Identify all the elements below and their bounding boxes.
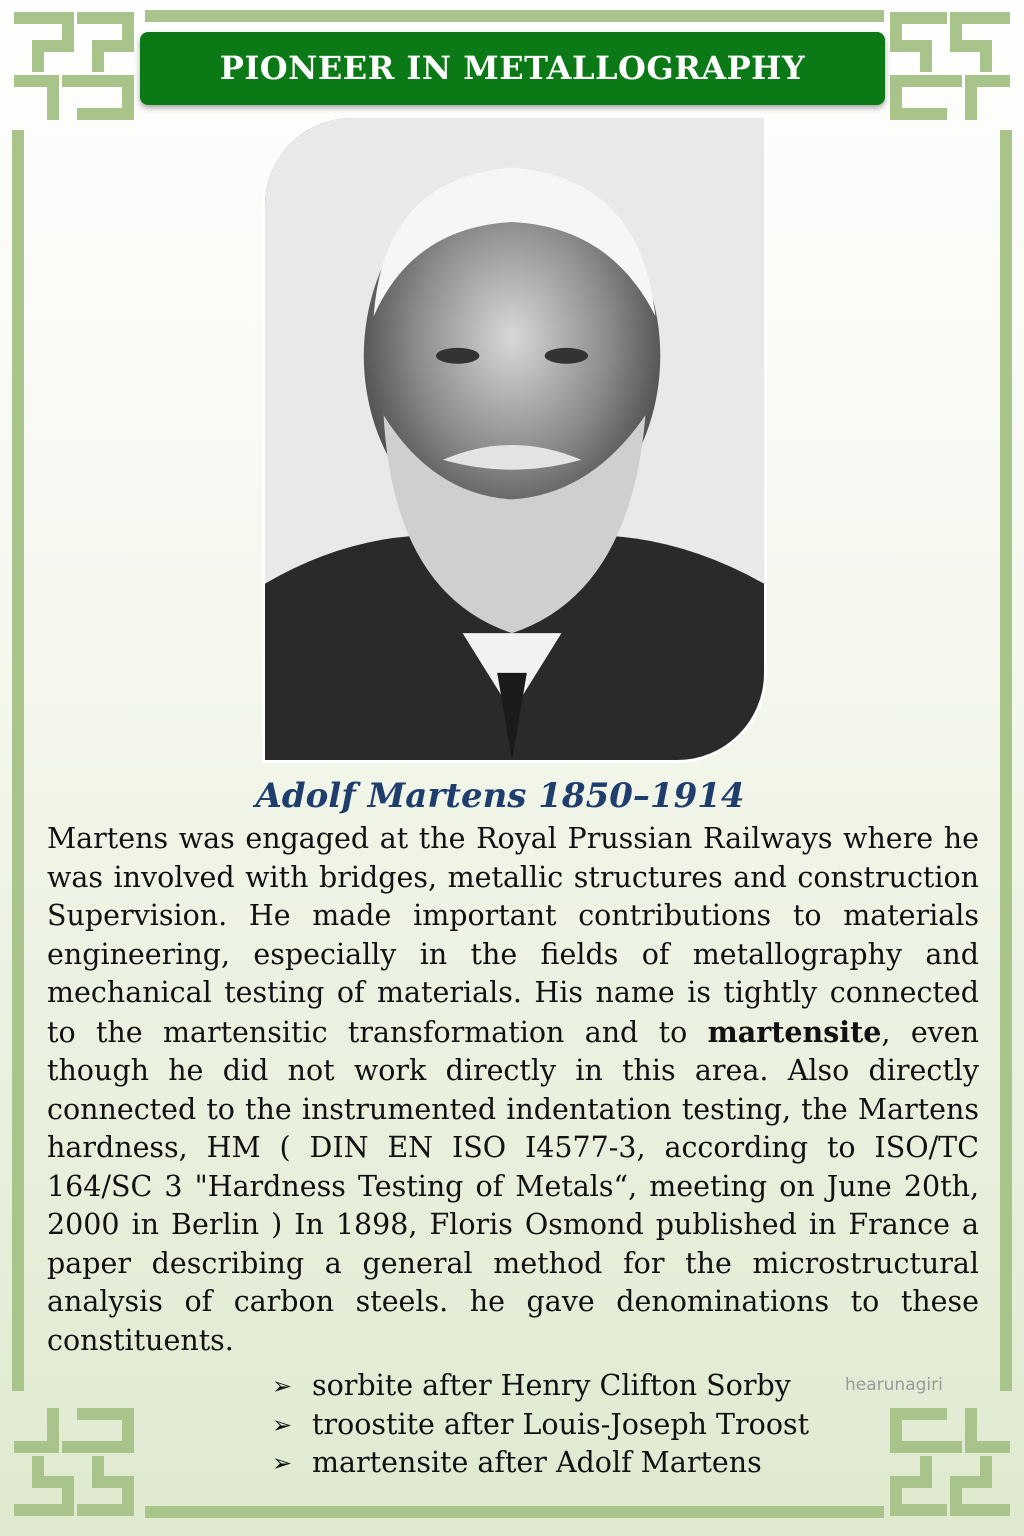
list-item (272, 1406, 809, 1445)
biography-text: Martens was engaged at the Royal Prussian Railways where he was involved with bridges, metallic structures and construction Supervision. He made important contributions to materials engineering, especially in the fields of metallography and mechanical testing of materials. His name is tightly connected to the martensitic transformation and to (47, 822, 979, 1049)
person-caption: Adolf Martens 1850–1914 (255, 776, 745, 816)
corner-ornament-icon (8, 1402, 138, 1522)
page-title: PIONEER IN METALLOGRAPHY (140, 32, 885, 105)
portrait-image-icon (265, 118, 764, 760)
arrow-bullet-icon: ➢ (272, 1449, 293, 1477)
portrait-photo (262, 115, 767, 763)
corner-ornament-icon (886, 1402, 1016, 1522)
border-bottom (145, 1506, 884, 1518)
corner-ornament-icon (8, 6, 138, 126)
border-top (145, 10, 884, 22)
list-item (272, 1367, 809, 1406)
arrow-bullet-icon: ➢ (272, 1410, 293, 1439)
corner-ornament-icon (886, 6, 1016, 126)
list-item-text: martensite after Adolf Martens (312, 1446, 762, 1479)
biography-paragraph (47, 820, 979, 1360)
watermark: hearunagiri (845, 1375, 943, 1395)
border-left (12, 130, 24, 1391)
border-right (1000, 130, 1012, 1391)
list-item (272, 1444, 809, 1483)
arrow-bullet-icon: ➢ (272, 1372, 293, 1400)
list-item-text: sorbite after Henry Clifton Sorby (312, 1369, 791, 1402)
biography-text-continued: , even though he did not work directly in this area. Also directly connected to the instrumented indentation testing, the Martens hardness, HM ( DIN EN ISO I4577-3, according to ISO/TC 164/SC 3 "Hardness Testing of Metals“, meeting on June 20th, 2000 in Berlin ) In 1898, Floris Osmond published in France a paper describing a general method for the microstructural analysis of carbon steels. he gave denominations to these constituents. (47, 1015, 980, 1357)
bold-term: martensite (707, 1014, 882, 1049)
constituents-list (272, 1367, 809, 1483)
list-item-text: troostite after Louis-Joseph Troost (312, 1407, 810, 1441)
